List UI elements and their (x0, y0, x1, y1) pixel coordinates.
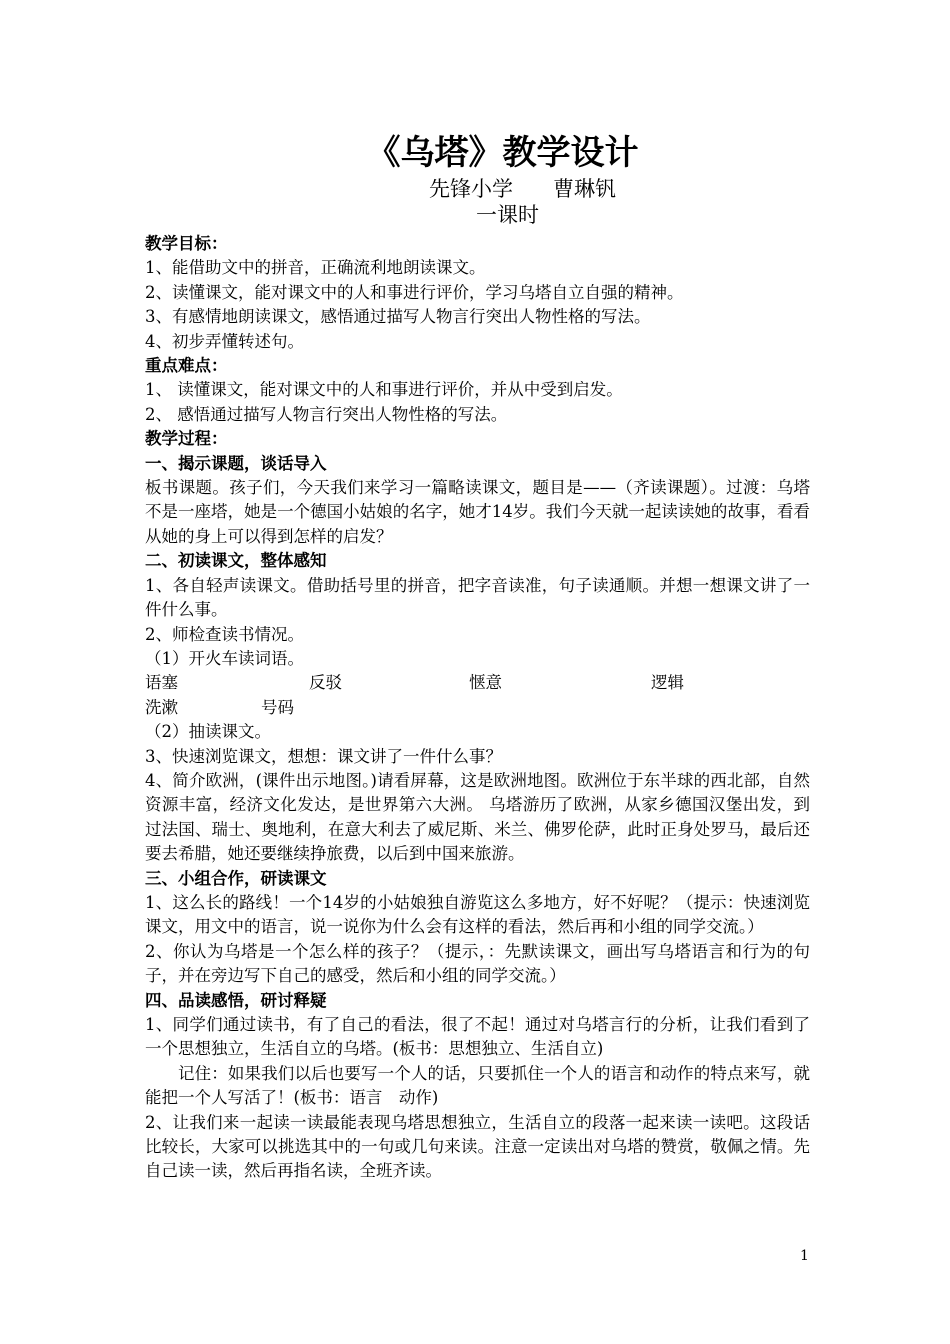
vocabulary-word: 惬意 (469, 673, 502, 693)
paragraph: 2、你认为乌塔是一个怎么样的孩子？（提示，：先默读课文，画出写乌塔语言和行为的句子，并在旁边写下自己的感受，然后和小组的同学交流。） (145, 941, 810, 986)
document-body (145, 130, 810, 1184)
vocabulary-word: 逻辑 (651, 673, 684, 693)
page-number: 1 (800, 1248, 809, 1264)
key-point-item: 2、 感悟通过描写人物言行突出人物性格的写法。 (145, 404, 508, 424)
objective-item: 3、有感情地朗读课文，感悟通过描写人物言行突出人物性格的写法。 (145, 307, 651, 327)
paragraph: 2、师检查读书情况。 (145, 624, 304, 644)
author-name: 曹琳钒 (553, 177, 616, 201)
vocabulary-row (145, 696, 810, 720)
key-points-heading: 重点难点： (145, 356, 228, 376)
paragraph: 3、快速浏览课文，想想：课文讲了一件什么事？ (145, 746, 502, 766)
paragraph: 4、简介欧洲，(课件出示地图。)请看屏幕，这是欧洲地图。欧洲位于东半球的西北部，自然资源丰富，经济文化发达，是世界第六大洲。 乌塔游历了欧洲，从家乡德国汉堡出发，到过法国、瑞士、奥地利，在意大利去了威尼斯、米兰、佛罗伦萨，此时正身处罗马，最后还要去希腊，她还要继续挣旅费，以后到中国来旅游。 (145, 770, 810, 864)
process-heading: 教学过程： (145, 429, 228, 449)
paragraph: 2、让我们来一起读一读最能表现乌塔思想独立，生活自立的段落一起来读一读吧。这段话比较长，大家可以挑选其中的一句或几句来读。注意一定读出对乌塔的赞赏，敬佩之情。先自己读一读，然后再指名读，全班齐读。 (145, 1112, 810, 1181)
key-point-item: 1、 读懂课文，能对课文中的人和事进行评价，并从中受到启发。 (145, 380, 623, 400)
section-heading: 三、小组合作，研读课文 (145, 868, 327, 888)
paragraph: 1、各自轻声读课文。借助括号里的拼音，把字音读准，句子读通顺。并想一想课文讲了一件什么事。 (145, 575, 810, 620)
paragraph: （2）抽读课文。 (145, 722, 271, 742)
lesson-count: 一课时 (476, 203, 539, 227)
section-heading: 二、初读课文，整体感知 (145, 551, 327, 571)
vocabulary-row (145, 671, 810, 695)
vocabulary-word: 语塞 (145, 673, 178, 693)
objective-item: 4、初步弄懂转述句。 (145, 331, 304, 351)
paragraph: 板书课题。孩子们，今天我们来学习一篇略读课文，题目是——（齐读课题）。过渡：乌塔不是一座塔，她是一个德国小姑娘的名字，她才14岁。我们今天就一起读读她的故事，看看从她的身上可以得到怎样的启发？ (145, 478, 810, 546)
vocabulary-word: 洗漱 (145, 697, 178, 717)
objective-item: 2、读懂课文，能对课文中的人和事进行评价，学习乌塔自立自强的精神。 (145, 282, 684, 302)
paragraph: （1）开火车读词语。 (145, 648, 304, 668)
vocabulary-word: 反驳 (309, 673, 342, 693)
paragraph: 记住：如果我们以后也要写一个人的话，只要抓住一个人的语言和动作的特点来写，就能把一个人写活了！(板书：语言 动作) (145, 1063, 810, 1108)
author-line (145, 176, 810, 202)
section-heading: 四、品读感悟，研讨释疑 (145, 990, 327, 1010)
section-heading: 一、揭示课题，谈话导入 (145, 453, 327, 473)
paragraph: 1、这么长的路线！一个14岁的小姑娘独自游览这么多地方，好不好呢？（提示：快速浏览课文，用文中的语言，说一说你为什么会有这样的看法，然后再和小组的同学交流。） (145, 892, 810, 937)
objective-item: 1、能借助文中的拼音，正确流利地朗读课文。 (145, 258, 486, 278)
objectives-heading: 教学目标： (145, 234, 228, 253)
vocabulary-word: 号码 (261, 697, 294, 717)
paragraph: 1、同学们通过读书，有了自己的看法，很了不起！通过对乌塔言行的分析，让我们看到了一个思想独立，生活自立的乌塔。(板书：思想独立、生活自立) (145, 1015, 810, 1059)
school-name: 先锋小学 (429, 177, 513, 201)
document-title: 《乌塔》教学设计 (366, 133, 639, 173)
